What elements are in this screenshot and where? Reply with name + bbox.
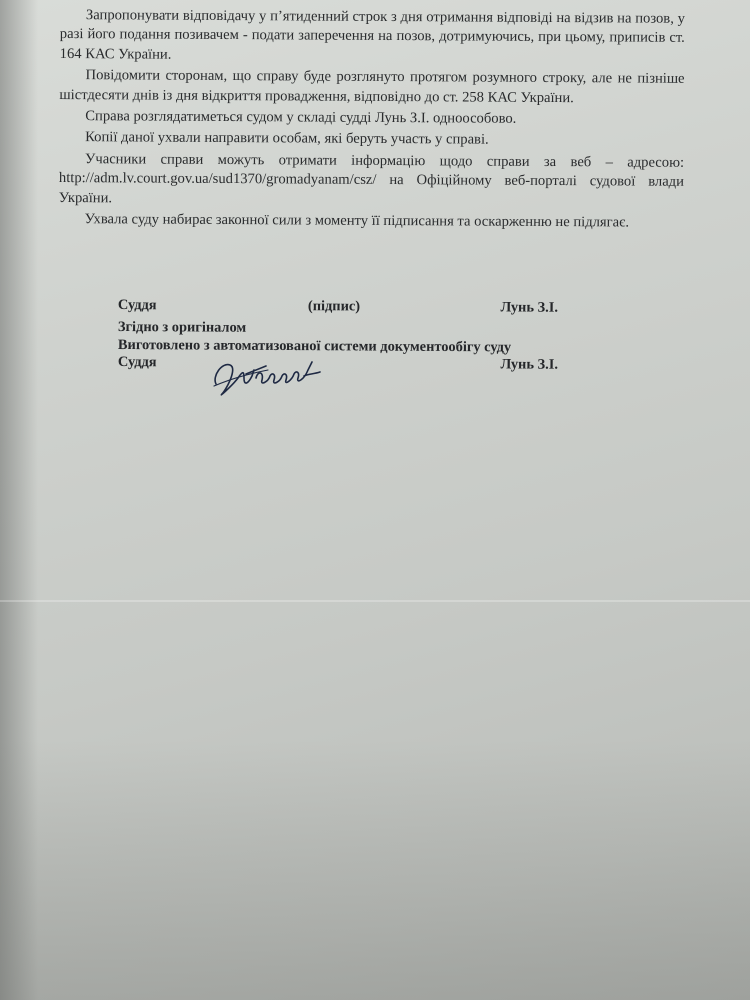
copy-note: Згідно з оригіналом	[117, 319, 247, 336]
signature-placeholder: (підпис)	[307, 298, 361, 315]
judge-name: Лунь З.І.	[500, 299, 558, 316]
document-body	[59, 6, 685, 233]
signature-row-judge	[118, 297, 558, 319]
judge-label: Суддя	[117, 297, 157, 314]
paragraph-single-judge: Справа розглядатиметься судом у складі судді Лунь З.І. одноособово.	[85, 108, 517, 127]
judge-label-2: Суддя	[117, 354, 157, 371]
paragraph-ruling-effect: Ухвала суду набирає законної сили з моменту її підписання та оскарженню не підлягає.	[84, 211, 630, 231]
paper-crease	[0, 600, 750, 602]
judge-name-2: Лунь З.І.	[500, 356, 558, 373]
paragraph-response-deadline: Запропонувати відповідачу у п’ятиденний строк з дня отримання відповіді на відзив на позов, у разі його подання позивачем - подати заперечення на позов, дотримуючись, при цьому, приписів ст. 164 КАС України.	[59, 7, 685, 63]
paragraph-web-address: Учасники справи можуть отримати інформацію щодо справи за веб – адресою: http://adm.lv.court.gov.ua/sud1370/gromadyanam/csz/ на Офіційному веб-порталі судової влади України.	[58, 150, 685, 206]
paragraph-copies: Копії даної ухвали направити особам, які беруть участь у справі.	[85, 129, 489, 149]
handwritten-signature	[208, 356, 348, 401]
generated-note: Виготовлено з автоматизованої системи документообігу суду	[117, 337, 512, 356]
page-shadow-bottom	[0, 740, 750, 1000]
paragraph-review-term: Повідомити сторонам, що справу буде розглянуто протягом розумного строку, але не пізніше шістдесяти днів із дня відкриття провадження, відповідно до ст. 258 КАС України.	[59, 67, 685, 106]
